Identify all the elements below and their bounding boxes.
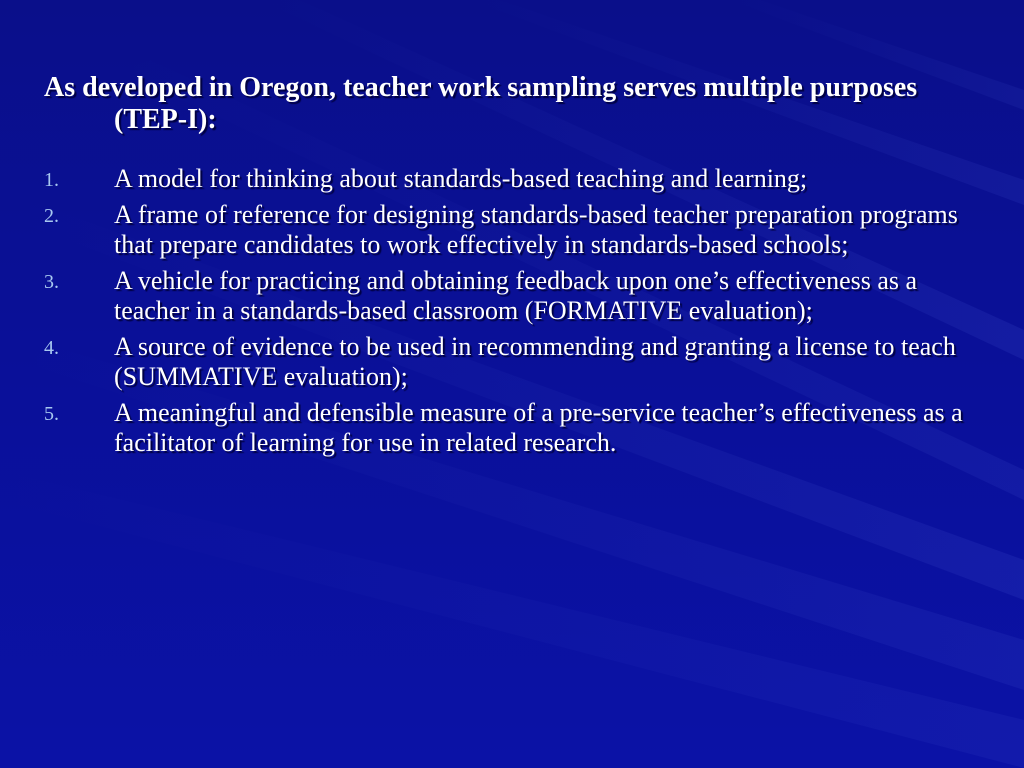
list-item-number: 1. [44, 169, 59, 191]
list-item [44, 266, 984, 326]
slide-content [44, 72, 984, 464]
list-item-number: 4. [44, 337, 59, 359]
list-item [44, 398, 984, 458]
list-item-number: 2. [44, 205, 59, 227]
purposes-list [44, 164, 984, 458]
list-item-text: A frame of reference for designing standards-based teacher preparation programs that prepare candidates to work effectively in standards-based schools; [114, 200, 958, 259]
list-item-text: A source of evidence to be used in recommending and granting a license to teach (SUMMATIVE evaluation); [114, 332, 956, 391]
list-item-text: A vehicle for practicing and obtaining feedback upon one’s effectiveness as a teacher in a standards-based classroom (FORMATIVE evaluation); [114, 266, 918, 325]
list-item-text: A meaningful and defensible measure of a pre-service teacher’s effectiveness as a facilitator of learning for use in related research. [114, 398, 963, 457]
list-item [44, 164, 984, 194]
list-item [44, 200, 984, 260]
list-item-text: A model for thinking about standards-based teaching and learning; [114, 164, 808, 193]
list-item-number: 3. [44, 271, 59, 293]
list-item [44, 332, 984, 392]
slide-heading: As developed in Oregon, teacher work sampling serves multiple purposes (TEP-I): [44, 72, 918, 135]
list-item-number: 5. [44, 403, 59, 425]
